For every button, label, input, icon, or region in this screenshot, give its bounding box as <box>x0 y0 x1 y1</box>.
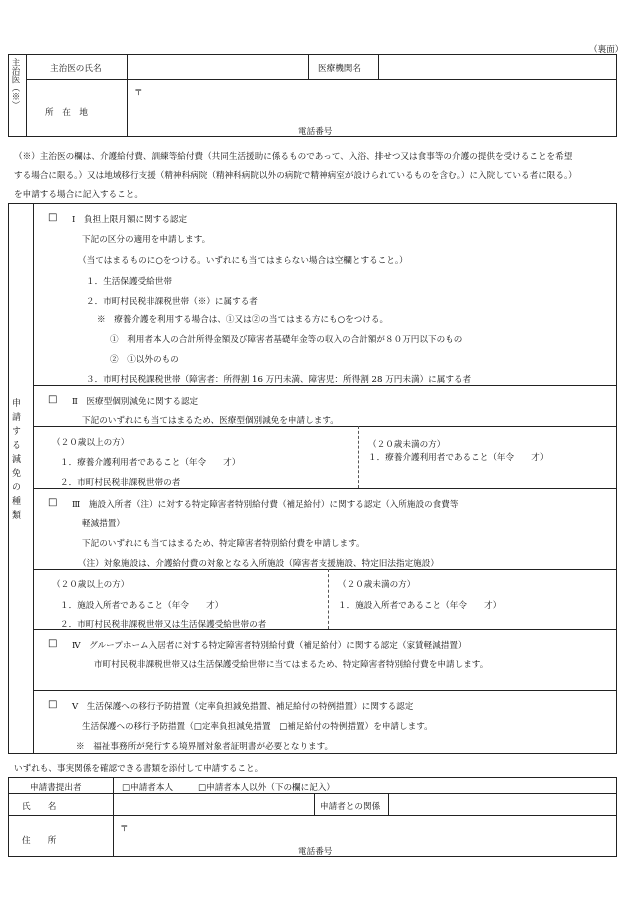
s2-checkbox[interactable]: □ <box>48 394 58 405</box>
s2-under20-item-1: １．療養介護利用者であること（年令 才） <box>368 453 549 463</box>
s5-line-1: 生活保護への移行予防措置（□定率負担減免措置 □補足給付の特例措置）を申請します。 <box>82 722 433 732</box>
s3-title-cont: 軽減措置） <box>82 519 125 529</box>
s2-over20-item-2: ２．市町村民税非課税世帯の者 <box>60 478 181 488</box>
s4-checkbox[interactable]: □ <box>48 638 58 649</box>
s5-checkbox[interactable]: □ <box>48 699 58 710</box>
doctor-phone-label: 電話番号 <box>298 127 333 137</box>
s1-line-3: １．生活保護受給世帯 <box>86 277 172 287</box>
s2-title: Ⅱ 医療型個別減免に関する認定 <box>72 397 199 407</box>
s2-line-1: 下記のいずれにも当てはまるため、医療型個別減免を申請します。 <box>82 416 339 426</box>
s1-line-2: （当てはまるものに○をつける。いずれにも当てはまらない場合は空欄とすること。） <box>78 256 408 266</box>
s2-over20-item-1: １．療養介護利用者であること（年令 才） <box>60 458 241 468</box>
note-line-2: する場合に限る。）又は地域移行支援（精神科病院（精神科病院以外の病院で精神病室が設けられているものを含む。）に入院している者に限る。） <box>14 171 577 181</box>
submitter-relation-label: 申請者との関係 <box>320 802 381 812</box>
submitter-label: 申請書提出者 <box>30 783 82 793</box>
page-side-label: （裏面） <box>589 45 624 55</box>
submitter-postal-mark: 〒 <box>120 824 129 834</box>
attach-note: いずれも、事実関係を確認できる書類を添付して申請すること。 <box>14 764 264 774</box>
s2-over20-title: （２０歳以上の方） <box>52 438 130 448</box>
s5-title: Ⅴ 生活保護への移行予防措置（定率負担減免措置、補足給付の特例措置）に関する認定 <box>72 702 414 712</box>
s3-over20-item-1: １．施設入所者であること（年令 才） <box>60 601 224 611</box>
s1-checkbox[interactable]: □ <box>48 212 58 223</box>
doctor-postal-mark: 〒 <box>134 88 143 98</box>
note-line-1: （※）主治医の欄は、介護給付費、訓練等給付費（共同生活援助に係るものであって、入浴、排せつ又は食事等の介護の提供を受けることを希望 <box>14 152 573 162</box>
s1-line-8: ３．市町村民税課税世帯（障害者：所得割 16 万円未満、障害児：所得割 28 万円未満）に属する者 <box>86 375 472 385</box>
doctor-address-label: 所 在 地 <box>45 108 88 118</box>
s2-under20-title: （２０歳未満の方） <box>368 440 446 450</box>
s3-over20-title: （２０歳以上の方） <box>52 580 130 590</box>
submitter-address-label: 住 所 <box>22 836 57 846</box>
s5-line-2: ※ 福祉事務所が発行する境界層対象者証明書が必要となります。 <box>76 742 334 752</box>
doctor-side-label: 主治医（※） <box>10 58 20 109</box>
submitter-phone-label: 電話番号 <box>298 847 333 857</box>
s4-line-1: 市町村民税非課税世帯又は生活保護受給世帯に当てはまるため、特定障害者特別給付費を申請します。 <box>94 660 489 670</box>
institution-label: 医療機関名 <box>318 64 361 74</box>
s3-over20-item-2: ２．市町村民税非課税世帯又は生活保護受給世帯の者 <box>60 620 267 630</box>
note-line-3: を申請する場合に記入すること。 <box>14 190 143 200</box>
doctor-name-label: 主治医の氏名 <box>50 64 102 74</box>
s3-title: Ⅲ 施設入所者（注）に対する特定障害者特別給付費（補足給付）に関する認定（入所施設の食費等 <box>72 500 459 510</box>
s3-under20-item-1: １．施設入所者であること（年令 才） <box>338 601 502 611</box>
s1-line-6: ① 利用者本人の合計所得金額及び障害者基礎年金等の収入の合計額が８０万円以下のもの <box>110 335 463 345</box>
reduction-side-label: 申請する減免の種類 <box>10 398 20 524</box>
s1-line-5: ※ 療養介護を利用する場合は、①又は②の当てはまる方にも○をつける。 <box>97 315 389 325</box>
s3-checkbox[interactable]: □ <box>48 497 58 508</box>
s1-line-1: 下記の区分の適用を申請します。 <box>82 235 211 245</box>
submitter-option-self[interactable]: □申請者本人 <box>122 783 174 793</box>
s3-line-1: 下記のいずれにも当てはまるため、特定障害者特別給付費を申請します。 <box>82 539 365 549</box>
s3-under20-title: （２０歳未満の方） <box>338 580 416 590</box>
s1-line-4: ２．市町村民税非課税世帯（※）に属する者 <box>86 297 258 307</box>
s4-title: Ⅳ グループホーム入居者に対する特定障害者特別給付費（補足給付）に関する認定（家賃軽減措置） <box>72 641 467 651</box>
s1-title: Ⅰ 負担上限月額に関する認定 <box>72 215 188 225</box>
s1-line-7: ② ①以外のもの <box>110 355 179 365</box>
submitter-option-other[interactable]: □申請者本人以外（下の欄に記入） <box>198 783 336 793</box>
submitter-name-label: 氏 名 <box>22 802 57 812</box>
s3-line-2: （注）対象施設は、介護給付費の対象となる入所施設（障害者支援施設、特定旧法指定施設） <box>78 559 439 569</box>
